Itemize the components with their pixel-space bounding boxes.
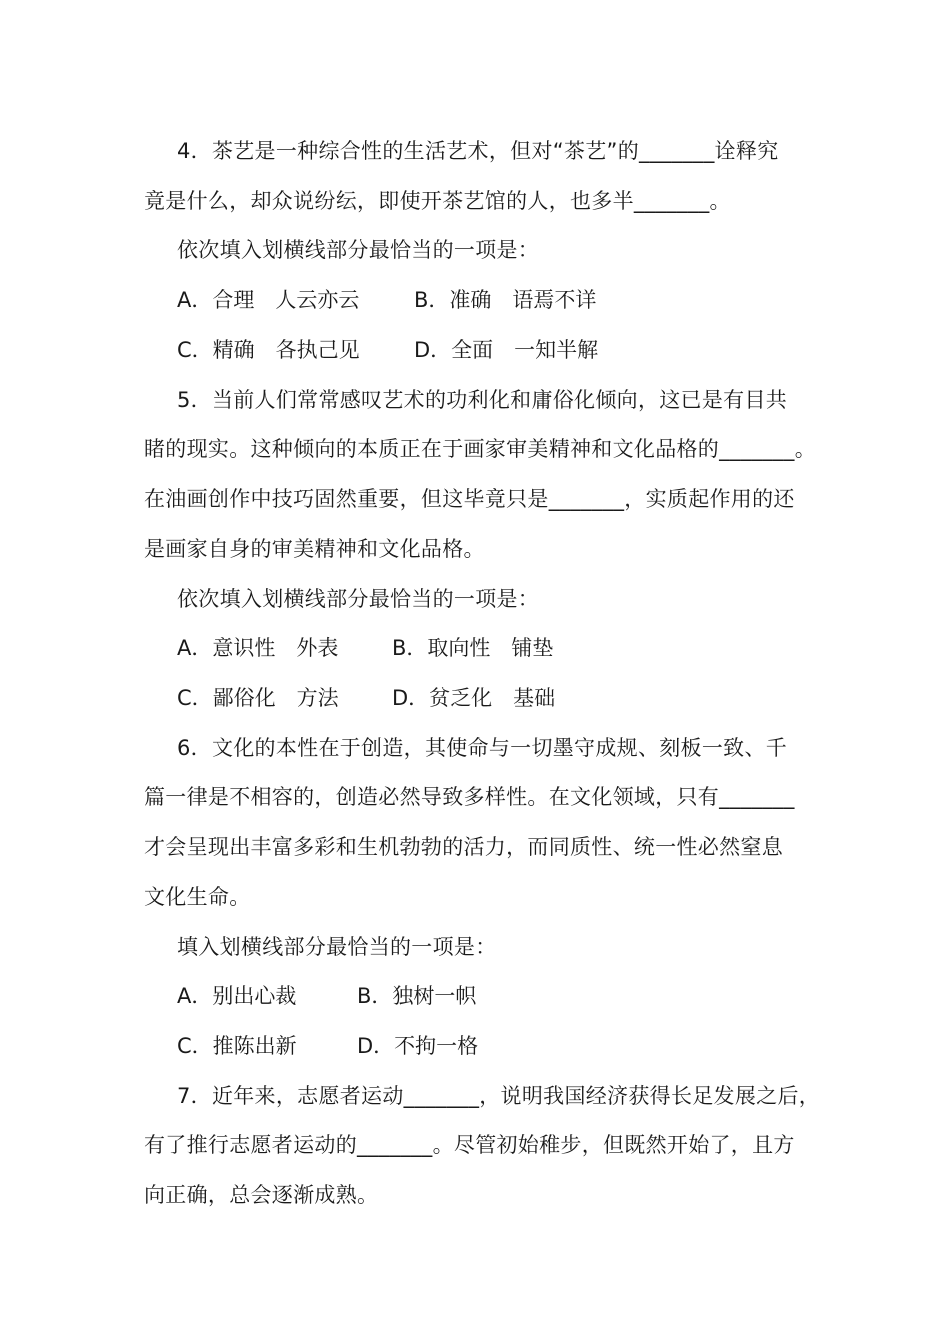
q4-option-b: B．准确 语焉不详 bbox=[414, 288, 597, 312]
q6-line-1: 6．文化的本性在于创造，其使命与一切墨守成规、刻板一致、千 bbox=[177, 736, 788, 760]
q7-line-1: 7．近年来，志愿者运动_______，说明我国经济获得长足发展之后， bbox=[177, 1084, 821, 1108]
q7-line-3: 向正确，总会逐渐成熟。 bbox=[144, 1183, 379, 1207]
q6-line-4: 文化生命。 bbox=[144, 885, 251, 909]
q4-line-2: 竟是什么，却众说纷纭，即使开茶艺馆的人，也多半_______。 bbox=[144, 189, 731, 213]
q5-option-d: D．贫乏化 基础 bbox=[392, 686, 556, 710]
q6-option-b: B．独树一帜 bbox=[357, 984, 477, 1008]
q6-line-2: 篇一律是不相容的，创造必然导致多样性。在文化领域，只有_______ bbox=[144, 785, 795, 809]
q6-prompt: 填入划横线部分最恰当的一项是： bbox=[177, 935, 497, 959]
q4-option-d: D．全面 一知半解 bbox=[414, 338, 599, 362]
q5-line-4: 是画家自身的审美精神和文化品格。 bbox=[144, 537, 485, 561]
q5-line-3: 在油画创作中技巧固然重要，但这毕竟只是_______，实质起作用的还 bbox=[144, 487, 795, 511]
q6-option-a: A．别出心裁 bbox=[177, 984, 297, 1008]
q4-option-c: C．精确 各执己见 bbox=[177, 338, 360, 362]
q4-prompt: 依次填入划横线部分最恰当的一项是： bbox=[177, 238, 540, 262]
q6-option-c: C．推陈出新 bbox=[177, 1034, 297, 1058]
q4-option-a: A．合理 人云亦云 bbox=[177, 288, 360, 312]
q5-option-a: A．意识性 外表 bbox=[177, 636, 339, 660]
q5-line-1: 5．当前人们常常感叹艺术的功利化和庸俗化倾向，这已是有目共 bbox=[177, 388, 788, 412]
q6-option-d: D．不拘一格 bbox=[357, 1034, 479, 1058]
q5-option-b: B．取向性 铺垫 bbox=[392, 636, 554, 660]
q4-line-1: 4．茶艺是一种综合性的生活艺术，但对“茶艺”的_______诠释究 bbox=[177, 139, 779, 163]
q6-line-3: 才会呈现出丰富多彩和生机勃勃的活力，而同质性、统一性必然窒息 bbox=[144, 835, 783, 859]
q7-line-2: 有了推行志愿者运动的_______。尽管初始稚步，但既然开始了，且方 bbox=[144, 1133, 795, 1157]
q5-line-2: 睹的现实。这种倾向的本质正在于画家审美精神和文化品格的_______。 bbox=[144, 437, 816, 461]
q5-prompt: 依次填入划横线部分最恰当的一项是： bbox=[177, 587, 540, 611]
q5-option-c: C．鄙俗化 方法 bbox=[177, 686, 339, 710]
